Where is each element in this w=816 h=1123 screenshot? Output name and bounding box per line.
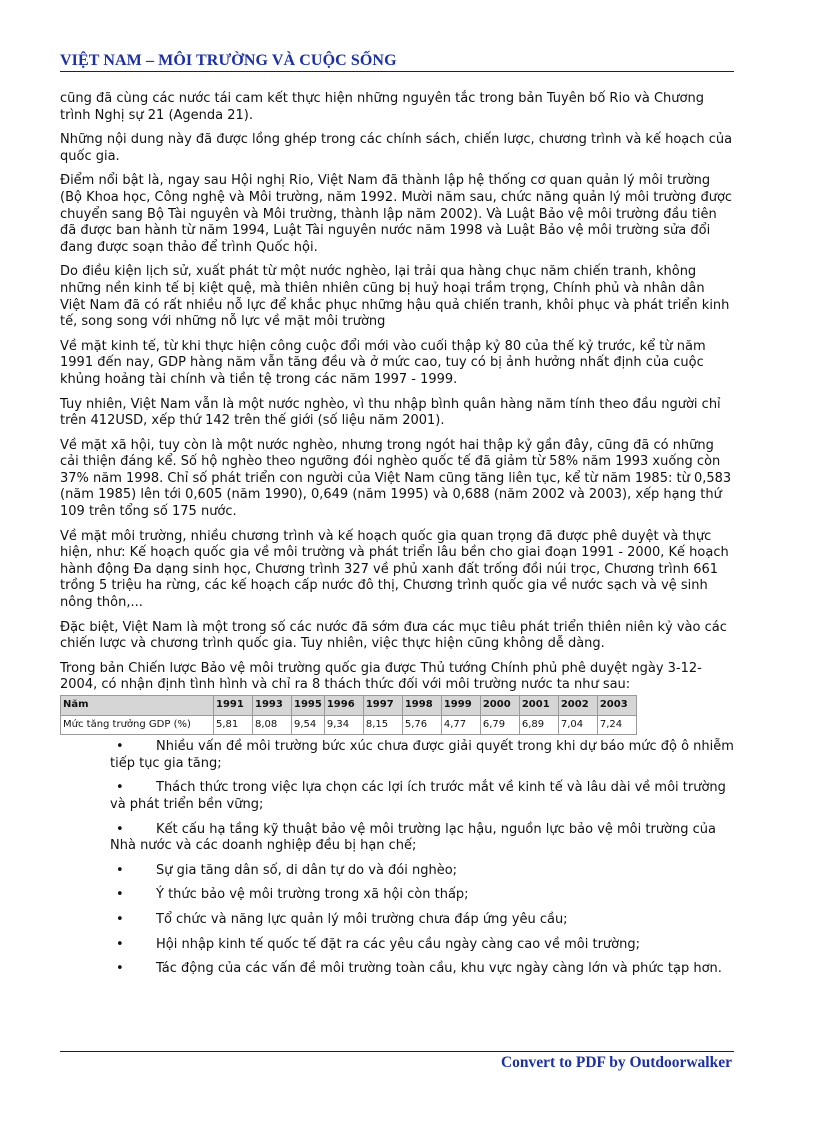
year-cell: 2000 xyxy=(480,696,519,716)
year-cell: 1999 xyxy=(441,696,480,716)
bullet-icon: • xyxy=(116,911,124,927)
document-body xyxy=(60,91,734,986)
bullet-icon: • xyxy=(116,961,124,977)
paragraph: Tuy nhiên, Việt Nam vẫn là một nước nghèo, vì thu nhập bình quân hàng năm tính theo đầu người chỉ trên 412USD, xếp thứ 142 trên thế giới (số liệu năm 2001). xyxy=(60,396,721,429)
paragraph: Do điều kiện lịch sử, xuất phát từ một nước nghèo, lại trải qua hàng chục năm chiến tranh, không những nền kinh tế bị kiệt quệ, mà thiên nhiên cũng bị huỷ hoại trầm trọng, Chính phủ và nhân dân Việt Nam đã có rất nhiều nỗ lực để khắc phục những hậu quả chiến tranh, khôi phục và phát triển kinh tế, song song với những nỗ lực về mặt môi trường xyxy=(60,264,730,330)
paragraph: cũng đã cùng các nước tái cam kết thực hiện những nguyên tắc trong bản Tuyên bố Rio và Chương trình Nghị sự 21 (Agenda 21). xyxy=(60,91,704,123)
list-item-text: Ý thức bảo vệ môi trường trong xã hội còn thấp; xyxy=(156,887,469,903)
value-cell: 8,08 xyxy=(253,715,292,735)
list-item xyxy=(110,961,734,978)
list-item-text: Tác động của các vấn đề môi trường toàn cầu, khu vực ngày càng lớn và phức tạp hơn. xyxy=(156,961,722,977)
list-item-text: Hội nhập kinh tế quốc tế đặt ra các yêu cầu ngày càng cao về môi trường; xyxy=(156,936,640,952)
list-item-text: Sự gia tăng dân số, di dân tự do và đói nghèo; xyxy=(156,862,458,878)
bullet-icon: • xyxy=(116,780,124,796)
footer-credit: Convert to PDF by Outdoorwalker xyxy=(500,1054,732,1071)
table-row xyxy=(61,715,637,735)
table-header-row xyxy=(61,696,637,716)
table-row-label: Mức tăng trưởng GDP (%) xyxy=(61,715,214,735)
list-item xyxy=(110,739,734,772)
value-cell: 5,76 xyxy=(402,715,441,735)
year-cell: 1997 xyxy=(363,696,402,716)
year-cell: 1995 xyxy=(292,696,325,716)
paragraph: Về mặt kinh tế, từ khi thực hiện công cuộc đổi mới vào cuối thập kỷ 80 của thế kỷ trước, kể từ năm 1991 đến nay, GDP hàng năm vẫn tăng đều và ở mức cao, tuy có bị ảnh hưởng nhất định của cuộc khủng hoảng tài chính và tiền tệ trong các năm 1997 - 1999. xyxy=(60,338,706,387)
year-cell: 1998 xyxy=(402,696,441,716)
list-item xyxy=(110,822,734,855)
list-item-text: Nhiều vấn đề môi trường bức xúc chưa được giải quyết trong khi dự báo mức độ ô nhiễm tiếp tục gia tăng; xyxy=(110,739,734,771)
value-cell: 7,04 xyxy=(558,715,597,735)
value-cell: 6,79 xyxy=(480,715,519,735)
year-cell: 1996 xyxy=(324,696,363,716)
value-cell: 6,89 xyxy=(519,715,558,735)
paragraph: Về mặt xã hội, tuy còn là một nước nghèo, nhưng trong ngót hai thập kỷ gần đây, cũng đã có những cải thiện đáng kể. Số hộ nghèo theo ngưỡng đói nghèo quốc tế đã giảm từ 58% năm 1993 xuống còn 37% năm 1998. Chỉ số phát triển con người của Việt Nam cũng tăng liên tục, kể từ năm 1985: từ 0,583 (năm 1985) lên tới 0,605 (năm 1990), 0,649 (năm 1995) và 0,688 (năm 2002 và 2003), xếp hạng thứ 109 trên tổng số 175 nước. xyxy=(60,437,732,520)
paragraph: Trong bản Chiến lược Bảo vệ môi trường quốc gia được Thủ tướng Chính phủ phê duyệt ngày 3-12-2004, có nhận định tình hình và chỉ ra 8 thách thức đối với môi trường nước ta như sau: xyxy=(60,660,702,693)
bullet-icon: • xyxy=(116,739,124,755)
paragraph: Đặc biệt, Việt Nam là một trong số các nước đã sớm đưa các mục tiêu phát triển thiên niên kỷ vào các chiến lược và chương trình quốc gia. Tuy nhiên, việc thực hiện cũng không dễ dàng. xyxy=(60,619,727,652)
page-header xyxy=(60,50,734,72)
value-cell: 9,54 xyxy=(292,715,325,735)
paragraph: Những nội dung này đã được lồng ghép trong các chính sách, chiến lược, chương trình và kế hoạch của quốc gia. xyxy=(60,132,733,164)
value-cell: 8,15 xyxy=(363,715,402,735)
bullet-icon: • xyxy=(116,821,124,837)
year-cell: 1993 xyxy=(253,696,292,716)
value-cell: 5,81 xyxy=(214,715,253,735)
value-cell: 4,77 xyxy=(441,715,480,735)
list-item-text: Thách thức trong việc lựa chọn các lợi ích trước mắt về kinh tế và lâu dài về môi trường và phát triển bền vững; xyxy=(110,780,726,812)
header-title: VIỆT NAM – MÔI TRƯỜNG VÀ CUỘC SỐNG xyxy=(60,52,397,69)
challenges-list xyxy=(60,739,734,978)
year-cell: 2003 xyxy=(597,696,636,716)
year-cell: 1991 xyxy=(214,696,253,716)
list-item xyxy=(110,863,734,880)
footer-divider xyxy=(60,1051,734,1052)
table-header-label: Năm xyxy=(61,696,214,716)
list-item-text: Kết cấu hạ tầng kỹ thuật bảo vệ môi trường lạc hậu, nguồn lực bảo vệ môi trường của Nhà nước và các doanh nghiệp đều bị hạn chế; xyxy=(110,821,716,854)
value-cell: 7,24 xyxy=(597,715,636,735)
bullet-icon: • xyxy=(116,936,124,952)
list-item xyxy=(110,912,734,929)
paragraph: Điểm nổi bật là, ngay sau Hội nghị Rio, Việt Nam đã thành lập hệ thống cơ quan quản lý môi trường (Bộ Khoa học, Công nghệ và Môi trường, năm 1992. Mười năm sau, chức năng quản lý môi trường được chuyển sang Bộ Tài nguyên và Môi trường, thành lập năm 2002). Và Luật Bảo vệ môi trường đầu tiên đã được ban hành từ năm 1994, Luật Tài nguyên nước năm 1998 và Luật Bảo vệ môi trường sửa đổi đang được soạn thảo để trình Quốc hội. xyxy=(60,173,733,255)
paragraph: Về mặt môi trường, nhiều chương trình và kế hoạch quốc gia quan trọng đã được phê duyệt và thực hiện, như: Kế hoạch quốc gia về môi trường và phát triển lâu bền cho giai đoạn 1991 - 2000, Kế hoạch hành động Đa dạng sinh học, Chương trình 327 về phủ xanh đất trống đồi núi trọc, Chương trình 661 trồng 5 triệu ha rừng, các kế hoạch cấp nước đô thị, Chương trình quốc gia về nước sạch và vệ sinh nông thôn,... xyxy=(60,528,729,611)
year-cell: 2001 xyxy=(519,696,558,716)
year-cell: 2002 xyxy=(558,696,597,716)
value-cell: 9,34 xyxy=(324,715,363,735)
list-item-text: Tổ chức và năng lực quản lý môi trường chưa đáp ứng yêu cầu; xyxy=(156,911,568,927)
bullet-icon: • xyxy=(116,887,124,903)
bullet-icon: • xyxy=(116,862,124,878)
gdp-growth-table xyxy=(60,695,637,735)
list-item xyxy=(110,937,734,954)
list-item xyxy=(110,887,734,904)
list-item xyxy=(110,780,734,813)
